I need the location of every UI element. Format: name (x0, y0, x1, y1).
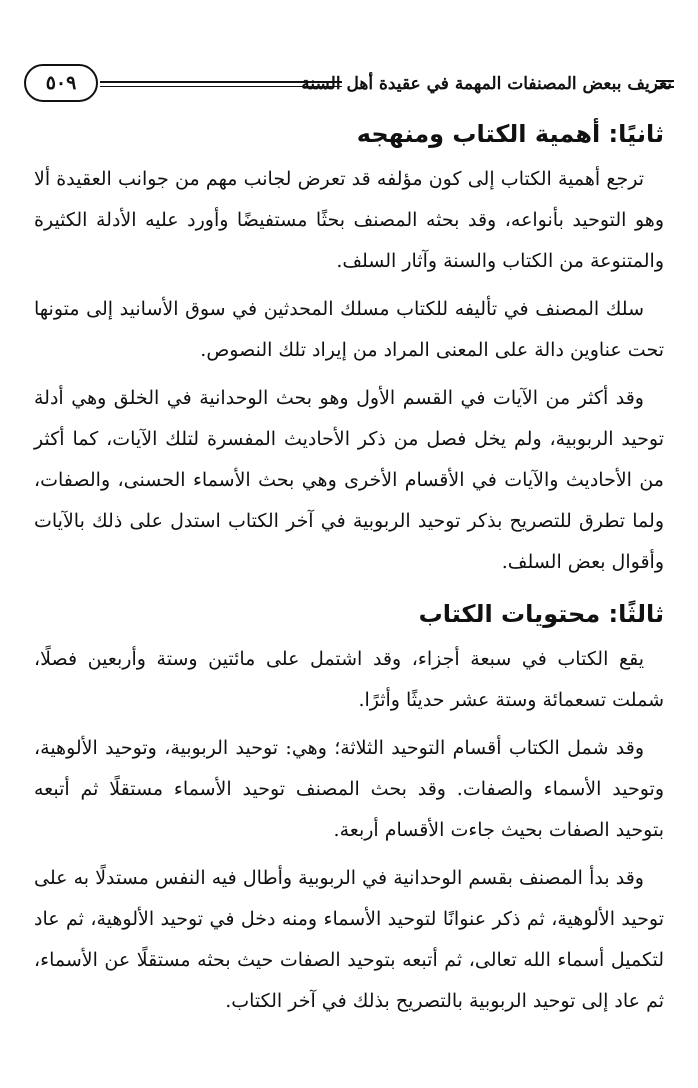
section-importance-and-method (34, 115, 664, 583)
header-rule (100, 81, 342, 87)
running-header-title: تعريف ببعض المصنفات المهمة في عقيدة أهل السنة (301, 74, 672, 94)
paragraph: ترجع أهمية الكتاب إلى كون مؤلفه قد تعرض لجانب مهم من جوانب العقيدة ألا وهو التوحيد بأنواعه، وقد بحثه المصنف بحثًا مستفيضًا وأورد عليه الأدلة الكثيرة والمتنوعة من الكتاب والسنة وآثار السلف. (34, 168, 664, 272)
paragraph: وقد بدأ المصنف بقسم الوحدانية في الربوبية وأطال فيه النفس مستدلًا به على توحيد الألوهية، ثم ذكر عنوانًا لتوحيد الأسماء ومنه دخل في توحيد الألوهية، ثم عاد لتكميل أسماء الله تعالى، ثم أتبعه بتوحيد الصفات حيث بحثه مستقلًا عن الأسماء، ثم عاد إلى توحيد الربوبية بالتصريح بذلك في آخر الكتاب. (34, 867, 664, 1012)
paragraph: يقع الكتاب في سبعة أجزاء، وقد اشتمل على مائتين وستة وأربعين فصلًا، شملت تسعمائة وستة عشر حديثًا وأثرًا. (34, 648, 664, 711)
page-number: ٥٠٩ (24, 64, 98, 102)
section-contents (34, 595, 664, 1022)
running-header (24, 64, 672, 106)
section-heading: ثانيًا: أهمية الكتاب ومنهجه (356, 120, 664, 148)
section-heading: ثالثًا: محتويات الكتاب (418, 600, 664, 628)
paragraph: وقد شمل الكتاب أقسام التوحيد الثلاثة؛ وهي: توحيد الربوبية، وتوحيد الألوهية، وتوحيد الأسماء والصفات. وقد بحث المصنف توحيد الأسماء مستقلًا ثم أتبعه بتوحيد الصفات بحيث جاءت الأقسام أربعة. (34, 737, 664, 841)
paragraph: وقد أكثر من الآيات في القسم الأول وهو بحث الوحدانية في الخلق وهي أدلة توحيد الربوبية، ولم يخل فصل من ذكر الأحاديث المفسرة لتلك الآيات، كما أكثر من الأحاديث والآيات في الأقسام الأخرى وهي بحث الأسماء الحسنى، والصفات، ولما تطرق للتصريح بذكر توحيد الربوبية في آخر الكتاب استدل على ذلك بالآيات وأقوال بعض السلف. (34, 387, 664, 573)
page-content (34, 115, 664, 1029)
paragraph: سلك المصنف في تأليفه للكتاب مسلك المحدثين في سوق الأسانيد إلى متونها تحت عناوين دالة على المعنى المراد من إيراد تلك النصوص. (34, 298, 664, 361)
